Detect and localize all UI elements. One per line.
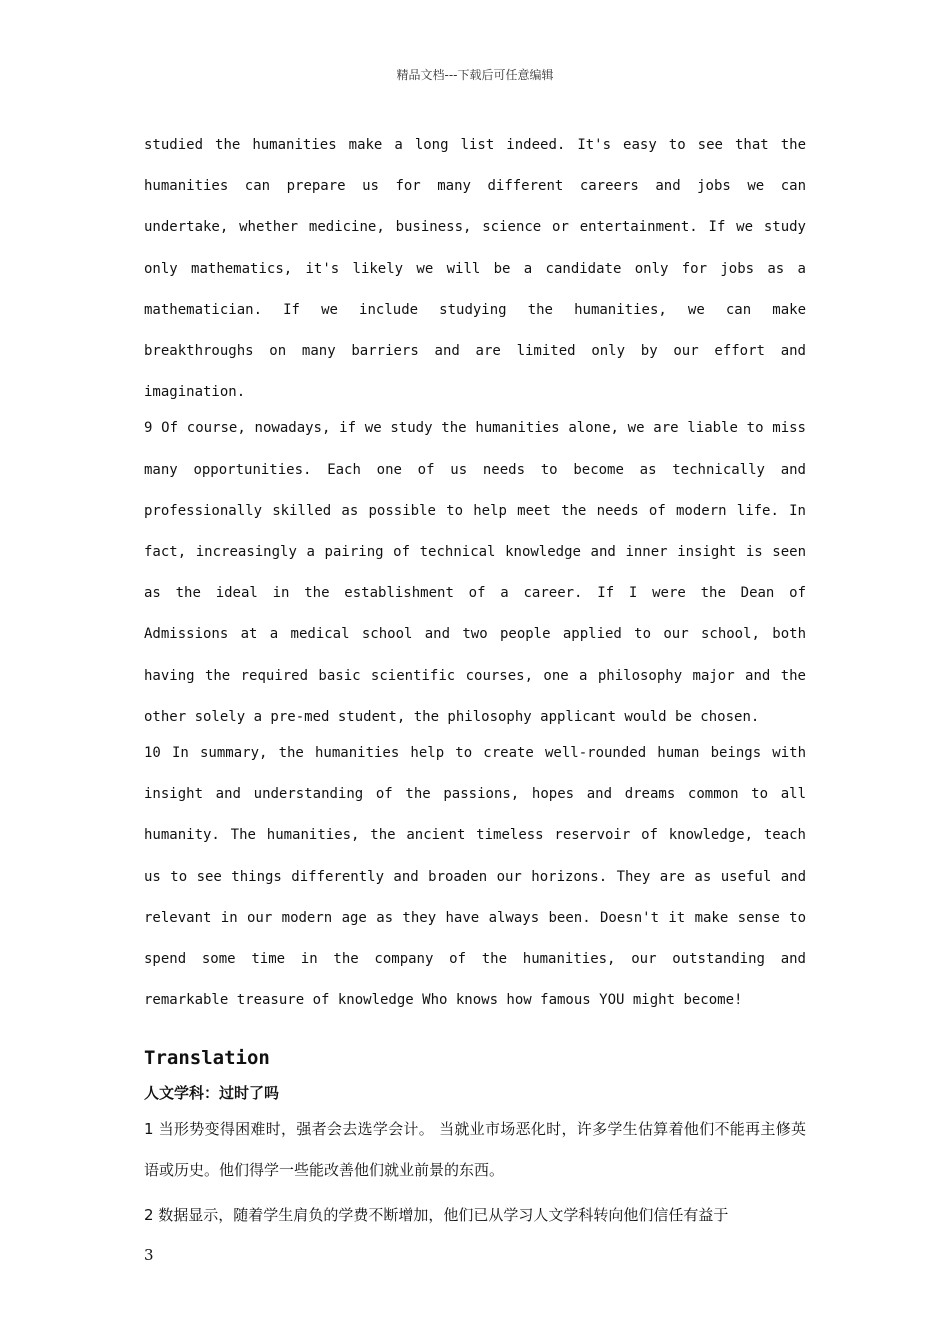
body-paragraph: studied the humanities make a long list indeed. It's easy to see that the humanities can prepare us for many different careers and jobs we can undertake, whether medicine, business, science or entertainment. If we study only mathematics, it's likely we will be a candidate only for jobs as a mathematician. If we include studying the humanities, we can make breakthroughs on many barriers and are limited only by our effort and imagination.: [144, 137, 806, 401]
page-header: 精品文档---下载后可任意编辑: [396, 68, 554, 82]
translation-paragraph: 2 数据显示，随着学生肩负的学费不断增加，他们已从学习人文学科转向他们信任有益于: [144, 1206, 729, 1225]
translation-paragraph: 1 当形势变得困难时，强者会去选学会计。 当就业市场恶化时，许多学生估算着他们不能再主修英语或历史。他们得学一些能改善他们就业前景的东西。: [144, 1120, 806, 1180]
page-number: 3: [144, 1246, 154, 1264]
translation-heading: Translation: [144, 1047, 270, 1070]
document-body: [144, 125, 806, 1236]
body-paragraph: 9 Of course, nowadays, if we study the humanities alone, we are liable to miss many opportunities. Each one of us needs to become as technically and professionally skilled as possible to help meet the needs of modern life. In fact, increasingly a pairing of technical knowledge and inner insight is seen as the ideal in the establishment of a career. If I were the Dean of Admissions at a medical school and two people applied to our school, both having the required basic scientific courses, one a philosophy major and the other solely a pre-med student, the philosophy applicant would be chosen.: [144, 420, 806, 725]
translation-title: 人文学科：过时了吗: [144, 1084, 280, 1103]
body-paragraph: 10 In summary, the humanities help to create well-rounded human beings with insight and understanding of the passions, hopes and dreams common to all humanity. The humanities, the ancient timeless reservoir of knowledge, teach us to see things differently and broaden our horizons. They are as useful and relevant in our modern age as they have always been. Doesn't it make sense to spend some time in the company of the humanities, our outstanding and remarkable treasure of knowledge Who knows how famous YOU might become!: [144, 745, 806, 1009]
